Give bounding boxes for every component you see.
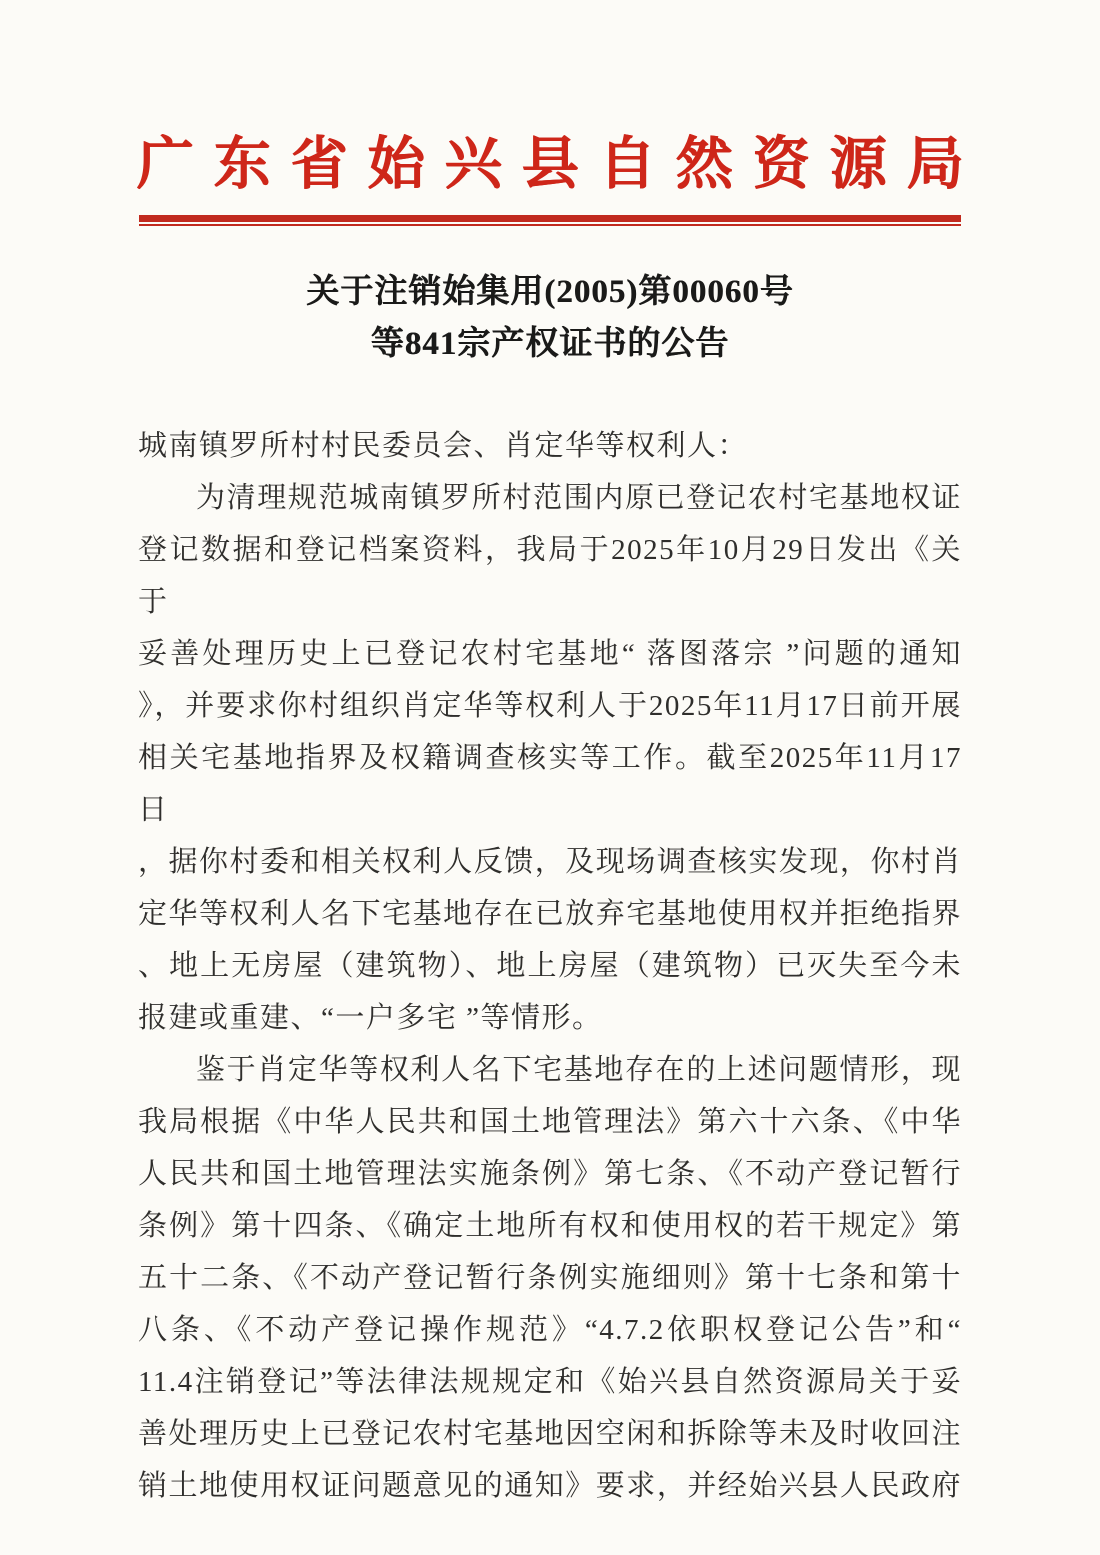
document-line: 相关宅基地指界及权籍调查核实等工作。截至2025年11月17日 xyxy=(138,742,962,826)
notice-title-line-2: 等841宗产权证书的公告 xyxy=(370,326,730,362)
document-line: 鉴于肖定华等权利人名下宅基地存在的上述问题情形，现 xyxy=(196,1054,962,1086)
agency-letterhead: 广东省始兴县自然资源局 xyxy=(136,133,984,196)
divider-thick-line xyxy=(139,215,961,222)
divider-thin-line xyxy=(139,224,961,226)
document-line: ，据你村委和相关权利人反馈，及现场调查核实发现，你村肖 xyxy=(138,846,962,878)
document-line: 八条、《不动产登记操作规范》“4.7.2依职权登记公告”和“ xyxy=(138,1314,962,1346)
document-line: 为清理规范城南镇罗所村范围内原已登记农村宅基地权证 xyxy=(196,482,962,514)
document-line: 销土地使用权证问题意见的通知》要求，并经始兴县人民政府 xyxy=(138,1470,962,1502)
document-line: 登记数据和登记档案资料，我局于2025年10月29日发出《关于 xyxy=(138,534,962,618)
notice-title xyxy=(0,266,1100,370)
document-line: 城南镇罗所村村民委员会、肖定华等权利人： xyxy=(138,430,749,462)
notice-title-line-1: 关于注销始集用(2005)第00060号 xyxy=(306,274,794,310)
document-line: 人民共和国土地管理法实施条例》第七条、《不动产登记暂行 xyxy=(138,1158,962,1190)
notice-body xyxy=(138,420,962,1512)
document-line: 定华等权利人名下宅基地存在已放弃宅基地使用权并拒绝指界 xyxy=(138,898,962,930)
document-line: 11.4注销登记”等法律法规规定和《始兴县自然资源局关于妥 xyxy=(138,1366,962,1398)
document-line: 妥善处理历史上已登记农村宅基地“ 落图落宗 ”问题的通知 xyxy=(138,638,962,670)
letterhead-divider xyxy=(139,215,961,226)
document-line: 条例》第十四条、《确定土地所有权和使用权的若干规定》第 xyxy=(138,1210,962,1242)
document-line: 善处理历史上已登记农村宅基地因空闲和拆除等未及时收回注 xyxy=(138,1418,962,1450)
document-line: 》，并要求你村组织肖定华等权利人于2025年11月17日前开展 xyxy=(138,690,962,722)
document-line: 、地上无房屋（建筑物）、地上房屋（建筑物）已灭失至今未 xyxy=(138,950,962,982)
document-line: 五十二条、《不动产登记暂行条例实施细则》第十七条和第十 xyxy=(138,1262,962,1294)
document-line: 我局根据《中华人民共和国土地管理法》第六十六条、《中华 xyxy=(138,1106,962,1138)
document-line: 报建或重建、“一户多宅 ”等情形。 xyxy=(138,1002,603,1034)
